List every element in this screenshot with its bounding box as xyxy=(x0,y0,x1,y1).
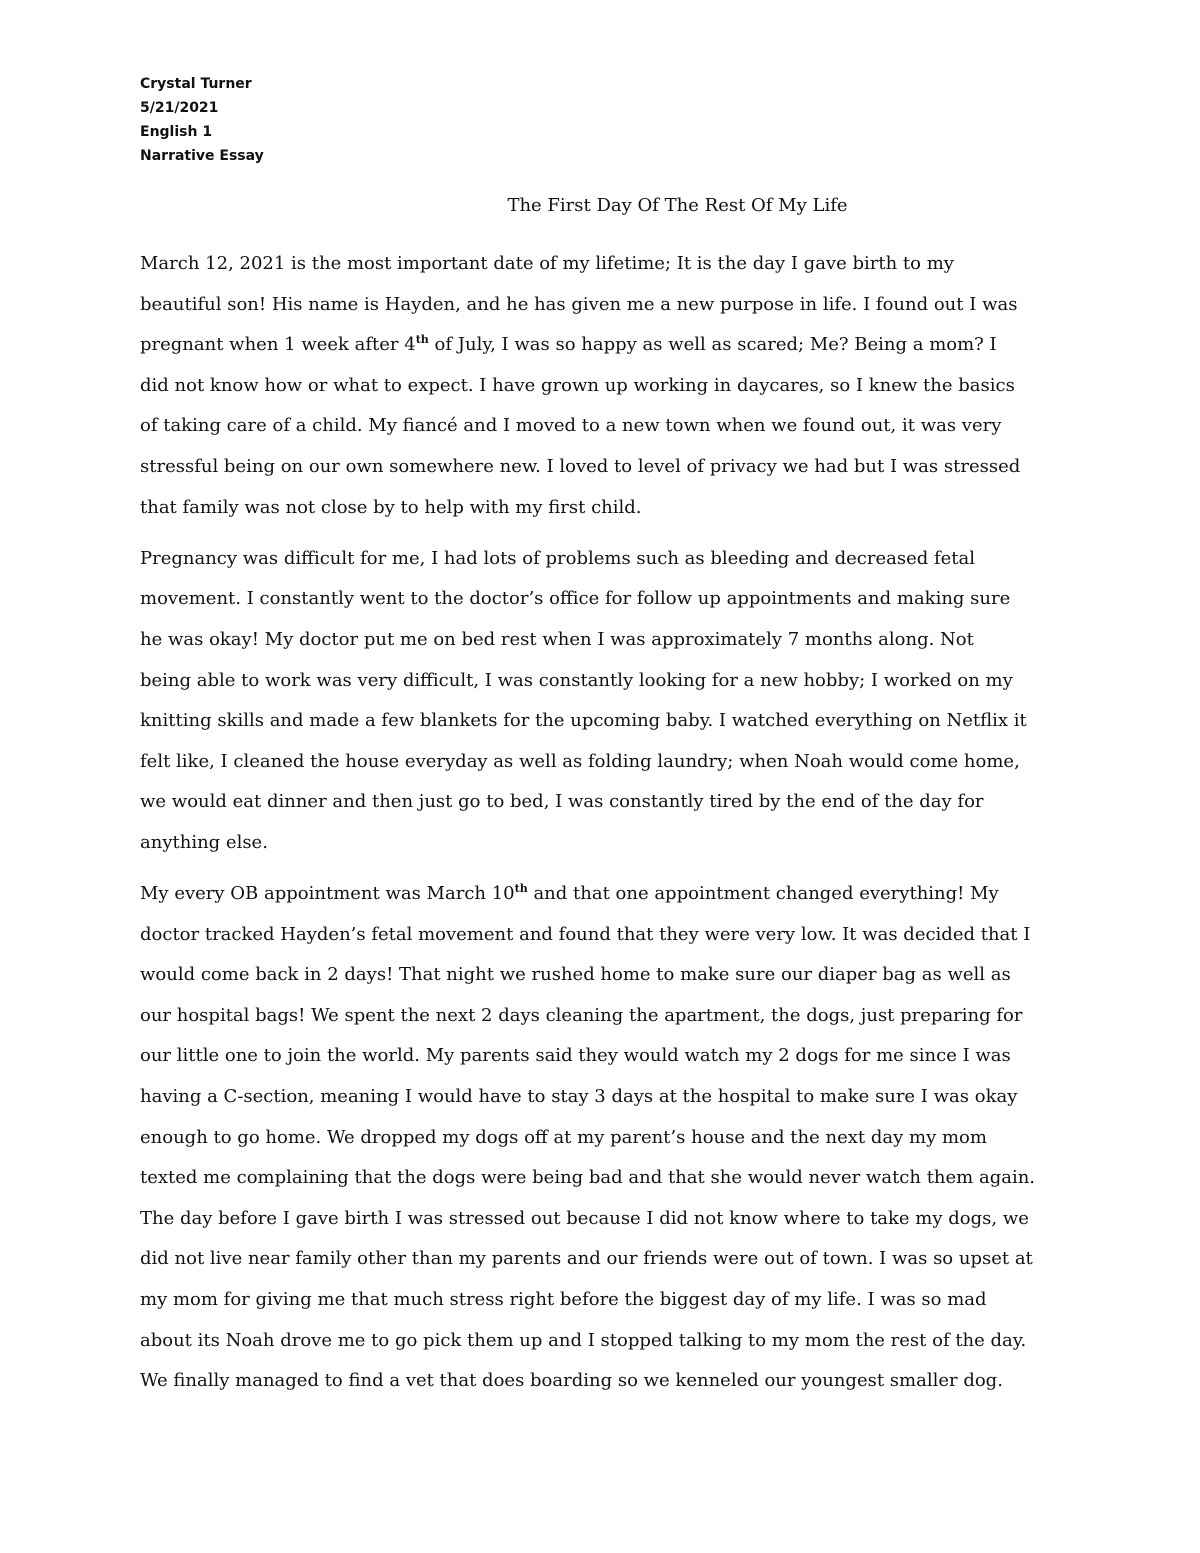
text-segment: being able to work was very difficult, I was constantly looking for a new hobby; I worked on my xyxy=(140,669,1013,691)
text-segment: movement. I constantly went to the doctor’s office for follow up appointments and making sure xyxy=(140,588,1011,610)
text-segment: enough to go home. We dropped my dogs off at my parent’s house and the next day my mom xyxy=(140,1126,987,1148)
text-line xyxy=(140,1077,1070,1118)
text-line xyxy=(140,366,1070,407)
text-segment: about its Noah drove me to go pick them up and I stopped talking to my mom the rest of the day. xyxy=(140,1329,1027,1351)
author-name: Crystal Turner xyxy=(140,76,252,92)
text-segment: and that one appointment changed everything! My xyxy=(527,883,999,905)
text-segment: would come back in 2 days! That night we rushed home to make sure our diaper bag as well as xyxy=(140,964,1011,986)
text-line xyxy=(140,488,1070,529)
text-segment: The day before I gave birth I was stressed out because I did not know where to take my dogs, we xyxy=(140,1207,1029,1229)
text-segment: our hospital bags! We spent the next 2 days cleaning the apartment, the dogs, just preparing for xyxy=(140,1004,1023,1026)
text-segment: my mom for giving me that much stress right before the biggest day of my life. I was so mad xyxy=(140,1289,987,1311)
essay-body xyxy=(140,244,1070,1412)
ordinal-superscript: th xyxy=(415,333,429,347)
text-line xyxy=(140,1158,1070,1199)
essay-title: The First Day Of The Rest Of My Life xyxy=(507,195,848,216)
text-segment: pregnant when 1 week after 4 xyxy=(140,334,416,356)
text-line xyxy=(140,661,1070,702)
text-line xyxy=(140,1321,1070,1362)
text-line xyxy=(140,406,1070,447)
text-line xyxy=(140,1036,1070,1077)
text-segment: of July, I was so happy as well as scared; Me? Being a mom? I xyxy=(428,334,997,356)
course-name: English 1 xyxy=(140,124,213,140)
text-segment: knitting skills and made a few blankets for the upcoming baby. I watched everything on Netflix it xyxy=(140,710,1027,732)
text-segment: texted me complaining that the dogs were being bad and that she would never watch them again. xyxy=(140,1167,1036,1189)
text-line xyxy=(140,1199,1070,1240)
ordinal-superscript: th xyxy=(514,882,528,896)
text-line xyxy=(140,742,1070,783)
text-line xyxy=(140,782,1070,823)
text-line xyxy=(140,447,1070,488)
essay-date: 5/21/2021 xyxy=(140,100,219,116)
text-line xyxy=(140,1118,1070,1159)
text-segment: did not live near family other than my parents and our friends were out of town. I was so upset at xyxy=(140,1248,1033,1270)
text-line xyxy=(140,915,1070,956)
text-line xyxy=(140,285,1070,326)
text-segment: Pregnancy was difficult for me, I had lots of problems such as bleeding and decreased fetal xyxy=(140,547,976,569)
text-segment: our little one to join the world. My parents said they would watch my 2 dogs for me since I was xyxy=(140,1045,1011,1067)
text-segment: did not know how or what to expect. I have grown up working in daycares, so I knew the basics xyxy=(140,374,1015,396)
text-line xyxy=(140,539,1070,580)
assignment-type: Narrative Essay xyxy=(140,148,264,164)
text-segment: that family was not close by to help with my first child. xyxy=(140,496,642,518)
text-line xyxy=(140,823,1070,864)
essay-paragraph xyxy=(140,874,1070,1402)
text-segment: having a C-section, meaning I would have to stay 3 days at the hospital to make sure I was okay xyxy=(140,1086,1018,1108)
text-line xyxy=(140,244,1070,285)
text-line xyxy=(140,874,1070,915)
text-segment: We finally managed to find a vet that does boarding so we kenneled our youngest smaller dog. xyxy=(140,1370,1003,1392)
text-segment: stressful being on our own somewhere new. I loved to level of privacy we had but I was stressed xyxy=(140,455,1021,477)
text-line xyxy=(140,1280,1070,1321)
text-segment: beautiful son! His name is Hayden, and he has given me a new purpose in life. I found out I was xyxy=(140,293,1018,315)
text-segment: he was okay! My doctor put me on bed rest when I was approximately 7 months along. Not xyxy=(140,628,974,650)
text-segment: doctor tracked Hayden’s fetal movement and found that they were very low. It was decided that I xyxy=(140,923,1031,945)
text-line xyxy=(140,620,1070,661)
text-segment: anything else. xyxy=(140,831,268,853)
text-line xyxy=(140,701,1070,742)
text-line xyxy=(140,996,1070,1037)
text-line xyxy=(140,325,1070,366)
text-segment: felt like, I cleaned the house everyday as well as folding laundry; when Noah would come home, xyxy=(140,750,1020,772)
text-line xyxy=(140,1361,1070,1402)
text-segment: March 12, 2021 is the most important date of my lifetime; It is the day I gave birth to my xyxy=(140,253,954,274)
text-segment: of taking care of a child. My fiancé and I moved to a new town when we found out, it was very xyxy=(140,415,1002,437)
text-line xyxy=(140,579,1070,620)
essay-header xyxy=(140,72,264,168)
text-segment: My every OB appointment was March 10 xyxy=(140,883,515,905)
text-line xyxy=(140,1239,1070,1280)
text-segment: we would eat dinner and then just go to bed, I was constantly tired by the end of the day for xyxy=(140,791,984,813)
text-line xyxy=(140,955,1070,996)
essay-paragraph xyxy=(140,539,1070,864)
essay-paragraph xyxy=(140,244,1070,528)
